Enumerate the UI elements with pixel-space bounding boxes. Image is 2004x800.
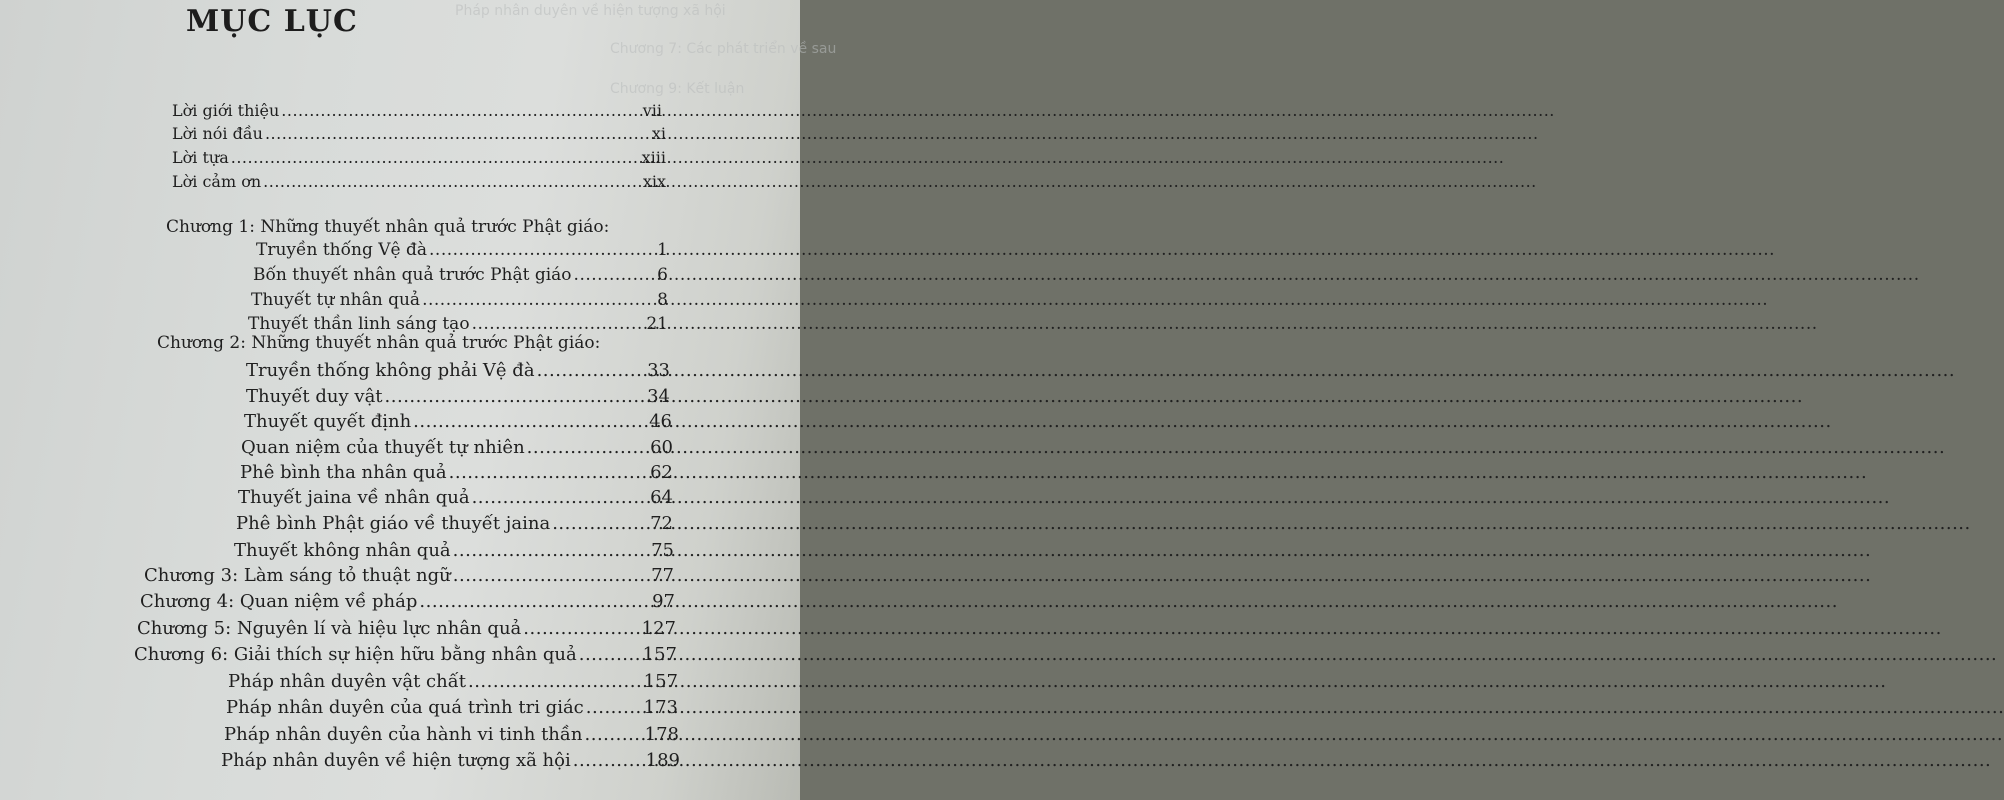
toc-entry-label: Pháp nhân duyên vật chất	[228, 671, 466, 692]
table-of-contents	[0, 0, 800, 800]
toc-entry[interactable]	[226, 697, 678, 718]
toc-entry[interactable]	[246, 360, 670, 381]
toc-entry[interactable]	[137, 618, 676, 639]
toc-entry-label: Thuyết thần linh sáng tạo	[248, 314, 470, 334]
toc-entry-label: Chương 5: Nguyên lí và hiệu lực nhân quả	[137, 618, 522, 639]
leader-dots	[453, 565, 649, 586]
toc-entry[interactable]	[241, 437, 673, 458]
toc-entry[interactable]	[172, 172, 666, 191]
toc-entry[interactable]	[172, 101, 662, 120]
toc-entry-label: Pháp nhân duyên của quá trình tri giác	[226, 697, 584, 718]
toc-page-number: 75	[651, 540, 674, 561]
toc-entry-label: Thuyết jaina về nhân quả	[238, 487, 470, 508]
toc-entry-label: Thuyết duy vật	[246, 386, 383, 407]
toc-page-number: 157	[642, 644, 677, 665]
toc-page-number: vii	[642, 101, 662, 120]
toc-page-number: 189	[645, 750, 680, 771]
toc-entry[interactable]	[244, 411, 672, 432]
toc-page-number: 62	[650, 462, 673, 483]
toc-page-number: 77	[651, 565, 674, 586]
leader-dots	[422, 290, 655, 310]
show-through-text: Pháp nhân duyên về hiện tượng xã hội	[455, 3, 726, 19]
toc-page-number: 33	[647, 360, 670, 381]
chapter-heading: Chương 1: Những thuyết nhân quả trước Phật giáo:	[166, 217, 610, 237]
leader-dots	[537, 360, 646, 381]
leader-dots	[527, 437, 648, 458]
toc-entry-label: Thuyết không nhân quả	[234, 540, 451, 561]
toc-page-number: xix	[642, 172, 666, 191]
toc-page-number: 8	[657, 290, 668, 310]
leader-dots	[231, 148, 640, 167]
toc-entry[interactable]	[251, 290, 668, 310]
toc-entry[interactable]	[238, 487, 673, 508]
toc-entry[interactable]	[224, 724, 679, 745]
toc-page-number: 72	[650, 513, 673, 534]
toc-page-number: 178	[644, 724, 679, 745]
leader-dots	[449, 462, 648, 483]
toc-entry-label: Thuyết quyết định	[244, 411, 412, 432]
toc-entry-label: Phê bình tha nhân quả	[240, 462, 447, 483]
toc-entry[interactable]	[134, 644, 677, 665]
toc-page-number: 1	[657, 240, 668, 260]
leader-dots	[419, 591, 650, 612]
toc-entry[interactable]	[172, 124, 666, 143]
toc-entry[interactable]	[172, 148, 666, 167]
toc-page-number: 64	[650, 487, 673, 508]
leader-dots	[573, 750, 644, 771]
leader-dots	[472, 487, 649, 508]
show-through-text: Chương 9: Kết luận	[610, 81, 745, 97]
toc-page-number: 157	[643, 671, 678, 692]
toc-page-number: 6	[657, 265, 668, 285]
toc-entry[interactable]	[144, 565, 674, 586]
toc-entry[interactable]	[140, 591, 675, 612]
toc-page-number: 97	[652, 591, 675, 612]
leader-dots	[472, 314, 645, 334]
toc-entry-label: Lời nói đầu	[172, 124, 263, 143]
toc-page-number: 34	[647, 386, 670, 407]
toc-entry[interactable]	[253, 265, 668, 285]
leader-dots	[574, 265, 656, 285]
leader-dots	[585, 724, 643, 745]
toc-page-number: xi	[651, 124, 666, 143]
toc-entry-label: Chương 3: Làm sáng tỏ thuật ngữ	[144, 565, 451, 586]
leader-dots	[413, 411, 647, 432]
toc-entry-label: Bốn thuyết nhân quả trước Phật giáo	[253, 265, 572, 285]
chapter-heading: Chương 2: Những thuyết nhân quả trước Phật giáo:	[157, 333, 601, 353]
toc-entry[interactable]	[221, 750, 680, 771]
toc-entry-label: Chương 6: Giải thích sự hiện hữu bằng nhân quả	[134, 644, 577, 665]
leader-dots	[468, 671, 642, 692]
toc-entry-label: Lời giới thiệu	[172, 101, 280, 120]
toc-page-number: 46	[649, 411, 672, 432]
toc-title: MỤC LỤC	[186, 4, 358, 39]
toc-page-number: xiii	[641, 148, 666, 167]
toc-entry[interactable]	[228, 671, 678, 692]
leader-dots	[586, 697, 642, 718]
book-page	[0, 0, 837, 800]
toc-entry-label: Quan niệm của thuyết tự nhiên	[241, 437, 525, 458]
toc-entry[interactable]	[256, 240, 668, 260]
leader-dots	[579, 644, 641, 665]
leader-dots	[265, 124, 650, 143]
toc-entry-label: Lời tựa	[172, 148, 229, 167]
toc-entry-label: Truyền thống không phải Vệ đà	[246, 360, 535, 381]
leader-dots	[385, 386, 646, 407]
toc-page-number: 60	[650, 437, 673, 458]
toc-page-number: 21	[646, 314, 668, 334]
leader-dots	[281, 101, 640, 120]
toc-entry[interactable]	[236, 513, 673, 534]
leader-dots	[453, 540, 649, 561]
leader-dots	[552, 513, 648, 534]
toc-entry[interactable]	[248, 314, 668, 334]
leader-dots	[523, 618, 639, 639]
toc-page-number: 173	[643, 697, 678, 718]
toc-entry-label: Truyền thống Vệ đà	[256, 240, 428, 260]
leader-dots	[263, 172, 641, 191]
toc-entry[interactable]	[246, 386, 670, 407]
toc-entry[interactable]	[234, 540, 674, 561]
show-through-text: Chương 7: Các phát triển về sau	[610, 41, 837, 57]
leader-dots	[429, 240, 655, 260]
toc-entry[interactable]	[240, 462, 673, 483]
toc-entry-label: Thuyết tự nhân quả	[251, 290, 421, 310]
toc-entry-label: Pháp nhân duyên của hành vi tinh thần	[224, 724, 583, 745]
toc-entry-label: Lời cảm ơn	[172, 172, 262, 191]
toc-page-number: 127	[641, 618, 676, 639]
toc-entry-label: Chương 4: Quan niệm về pháp	[140, 591, 418, 612]
toc-entry-label: Pháp nhân duyên về hiện tượng xã hội	[221, 750, 571, 771]
toc-entry-label: Phê bình Phật giáo về thuyết jaina	[236, 513, 551, 534]
